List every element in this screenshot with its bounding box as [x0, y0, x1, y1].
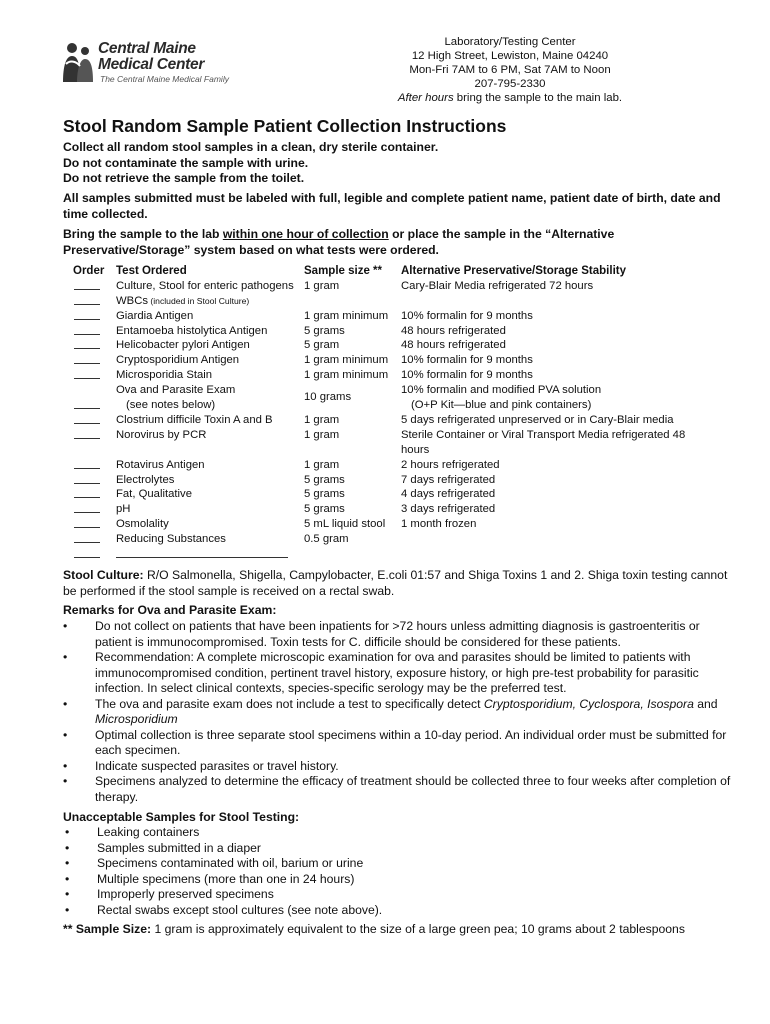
test-name: Cryptosporidium Antigen — [116, 354, 240, 367]
list-item: • Recommendation: A complete microscopic examination for ova and parasites should be limited to patients with immunocompromised condition, pertinent travel history, exposure history, or high pre-test probability for parasitic infection. In select clinical contexts, species-specific serology may be the preferred test. — [63, 650, 733, 697]
test-name: Osmolality — [116, 518, 169, 531]
storage-stability: 2 hours refrigerated — [401, 458, 500, 471]
table-row: Ova and Parasite Exam (see notes below) 10 grams 10% formalin and modified PVA solution (O+P Kit—blue and pink containers) — [63, 383, 743, 413]
cmmc-logo — [60, 38, 250, 88]
header-size: Sample size ** — [304, 265, 382, 277]
table-header — [63, 264, 743, 279]
test-name: Culture, Stool for enteric pathogens — [116, 279, 294, 292]
order-blank[interactable] — [74, 398, 100, 409]
table-row: Norovirus by PCR 1 gram Sterile Container or Viral Transport Media refrigerated 48 hours — [63, 428, 743, 458]
table-row — [63, 368, 743, 383]
test-name: Fat, Qualitative — [116, 488, 192, 501]
sample-size: 5 grams — [304, 473, 345, 486]
order-blank[interactable] — [74, 324, 100, 335]
stool-culture-note: Stool Culture: R/O Salmonella, Shigella, Campylobacter, E.coli 01:57 and Shiga Toxins 1 and 2. Shiga toxin testing cannot be performed if the stool sample is received on a rectal swab. — [63, 568, 728, 598]
after-hours-note: After hours bring the sample to the main lab. — [397, 92, 623, 104]
table-row — [63, 458, 743, 473]
header-storage: Alternative Preservative/Storage Stability — [401, 265, 626, 277]
sample-size: 5 mL liquid stool — [304, 518, 386, 531]
tests-table — [63, 264, 743, 562]
storage-stability: 7 days refrigerated — [401, 473, 496, 486]
test-name: Helicobacter pylori Antigen — [116, 339, 250, 352]
lab-address-block — [365, 35, 655, 105]
order-blank[interactable] — [74, 368, 100, 379]
sample-size: 0.5 gram — [304, 533, 349, 546]
sample-size: 5 gram — [304, 339, 340, 352]
test-name: Entamoeba histolytica Antigen — [116, 324, 268, 337]
order-blank[interactable] — [74, 428, 100, 439]
lab-address: 12 High Street, Lewiston, Maine 04240 — [411, 50, 609, 62]
storage-stability: Cary-Blair Media refrigerated 72 hours — [401, 279, 594, 292]
storage-stability: 48 hours refrigerated — [401, 324, 506, 337]
sample-size: 1 gram minimum — [304, 354, 389, 367]
unacceptable-heading: Unacceptable Samples for Stool Testing: — [63, 810, 300, 824]
storage-stability: 3 days refrigerated — [401, 503, 496, 516]
sample-size: 5 grams — [304, 488, 345, 501]
storage-stability: 48 hours refrigerated — [401, 339, 506, 352]
header-test: Test Ordered — [116, 265, 187, 277]
test-name: WBCs (included in Stool Culture) — [116, 294, 250, 307]
order-blank[interactable] — [74, 353, 100, 364]
storage-stability: 1 month frozen — [401, 518, 477, 531]
list-item: • Improperly preserved specimens — [65, 887, 733, 903]
storage-stability: 10% formalin for 9 months — [401, 309, 533, 322]
table-row — [63, 353, 743, 368]
order-blank[interactable] — [74, 487, 100, 498]
sample-size: 1 gram — [304, 458, 340, 471]
test-name: pH — [116, 503, 131, 516]
table-row — [63, 338, 743, 353]
sample-size: 1 gram — [304, 413, 340, 426]
order-blank[interactable] — [74, 458, 100, 469]
table-row — [63, 487, 743, 502]
intro-line-3: Do not retrieve the sample from the toilet. — [63, 171, 305, 185]
header-order: Order — [73, 265, 105, 277]
test-name: Clostrium difficile Toxin A and B — [116, 413, 273, 426]
order-blank[interactable] — [74, 547, 100, 558]
table-row — [63, 532, 743, 547]
table-row — [63, 473, 743, 488]
test-name: Reducing Substances — [116, 533, 226, 546]
order-blank[interactable] — [74, 532, 100, 543]
storage-stability: 5 days refrigerated unpreserved or in Cary-Blair media — [401, 413, 674, 426]
order-blank[interactable] — [74, 309, 100, 320]
test-name: Rotavirus Antigen — [116, 458, 205, 471]
intro-line-2: Do not contaminate the sample with urine. — [63, 155, 309, 170]
test-name: Microsporidia Stain — [116, 369, 213, 382]
list-item: • Specimens contaminated with oil, barium or urine — [65, 856, 733, 872]
labeling-instructions: All samples submitted must be labeled with full, legible and complete patient name, patient date of birth, date and time collected. — [63, 191, 721, 221]
table-row — [63, 502, 743, 517]
sample-size: 1 gram — [304, 279, 340, 292]
table-row — [63, 279, 743, 294]
remarks-list — [63, 619, 733, 805]
order-blank[interactable] — [74, 473, 100, 484]
lab-name: Laboratory/Testing Center — [444, 36, 576, 48]
intro-line-1: Collect all random stool samples in a clean, dry sterile container. — [63, 140, 439, 154]
sample-size: 1 gram minimum — [304, 369, 389, 382]
table-row — [63, 517, 743, 532]
order-blank[interactable] — [74, 279, 100, 290]
storage-stability: 4 days refrigerated — [401, 488, 496, 501]
logo-line-1: Central Maine — [98, 40, 196, 57]
blank-row — [63, 547, 743, 562]
family-figures-icon — [60, 42, 98, 86]
logo-line-2: Medical Center — [98, 56, 205, 73]
order-blank[interactable] — [74, 294, 100, 305]
order-blank[interactable] — [74, 413, 100, 424]
order-blank[interactable] — [74, 338, 100, 349]
table-row — [63, 413, 743, 428]
logo-tagline: The Central Maine Medical Family — [100, 74, 229, 84]
sample-size: 5 grams — [304, 503, 345, 516]
list-item: • Leaking containers — [65, 825, 733, 841]
delivery-instructions: Bring the sample to the lab within one hour of collection or place the sample in the “Alternative Preservative/Storage” system based on what tests were ordered. — [63, 227, 615, 257]
list-item: • Optimal collection is three separate stool specimens within a 10-day period. An individual order must be submitted for each specimen. — [63, 728, 733, 759]
order-blank[interactable] — [74, 502, 100, 513]
page-title: Stool Random Sample Patient Collection Instructions — [63, 116, 507, 136]
list-item: • Samples submitted in a diaper — [65, 841, 733, 857]
write-in-test-blank[interactable] — [116, 547, 288, 558]
list-item: • Multiple specimens (more than one in 24 hours) — [65, 872, 733, 888]
table-row — [63, 294, 743, 309]
test-name: Giardia Antigen — [116, 309, 194, 322]
intro-instructions — [63, 140, 743, 187]
table-row — [63, 324, 743, 339]
list-item: • Do not collect on patients that have been inpatients for >72 hours unless admitting diagnosis is gastroenteritis or patient is immunocompromised. Toxin tests for C. difficile should be considered for these patients. — [63, 619, 733, 650]
lab-phone: 207-795-2330 — [474, 78, 546, 90]
list-item: • Indicate suspected parasites or travel history. — [63, 759, 733, 775]
storage-stability: 10% formalin for 9 months — [401, 354, 533, 367]
table-row — [63, 309, 743, 324]
list-item: • Rectal swabs except stool cultures (see note above). — [65, 903, 733, 919]
lab-hours: Mon-Fri 7AM to 6 PM, Sat 7AM to Noon — [409, 64, 611, 76]
test-name: Electrolytes — [116, 473, 175, 486]
storage-stability: 10% formalin for 9 months — [401, 369, 533, 382]
sample-size-note: ** Sample Size: 1 gram is approximately equivalent to the size of a large green pea; 10 grams about 2 tablespoons — [63, 922, 685, 936]
sample-size: 5 grams — [304, 324, 345, 337]
unacceptable-list — [63, 825, 733, 918]
order-blank[interactable] — [74, 517, 100, 528]
list-item: • Specimens analyzed to determine the efficacy of treatment should be collected three to four weeks after completion of therapy. — [63, 774, 733, 805]
sample-size: 1 gram minimum — [304, 309, 389, 322]
list-item: • The ova and parasite exam does not include a test to specifically detect Cryptosporidium, Cyclospora, Isospora and Microsporidium — [63, 697, 733, 728]
remarks-heading: Remarks for Ova and Parasite Exam: — [63, 603, 277, 617]
